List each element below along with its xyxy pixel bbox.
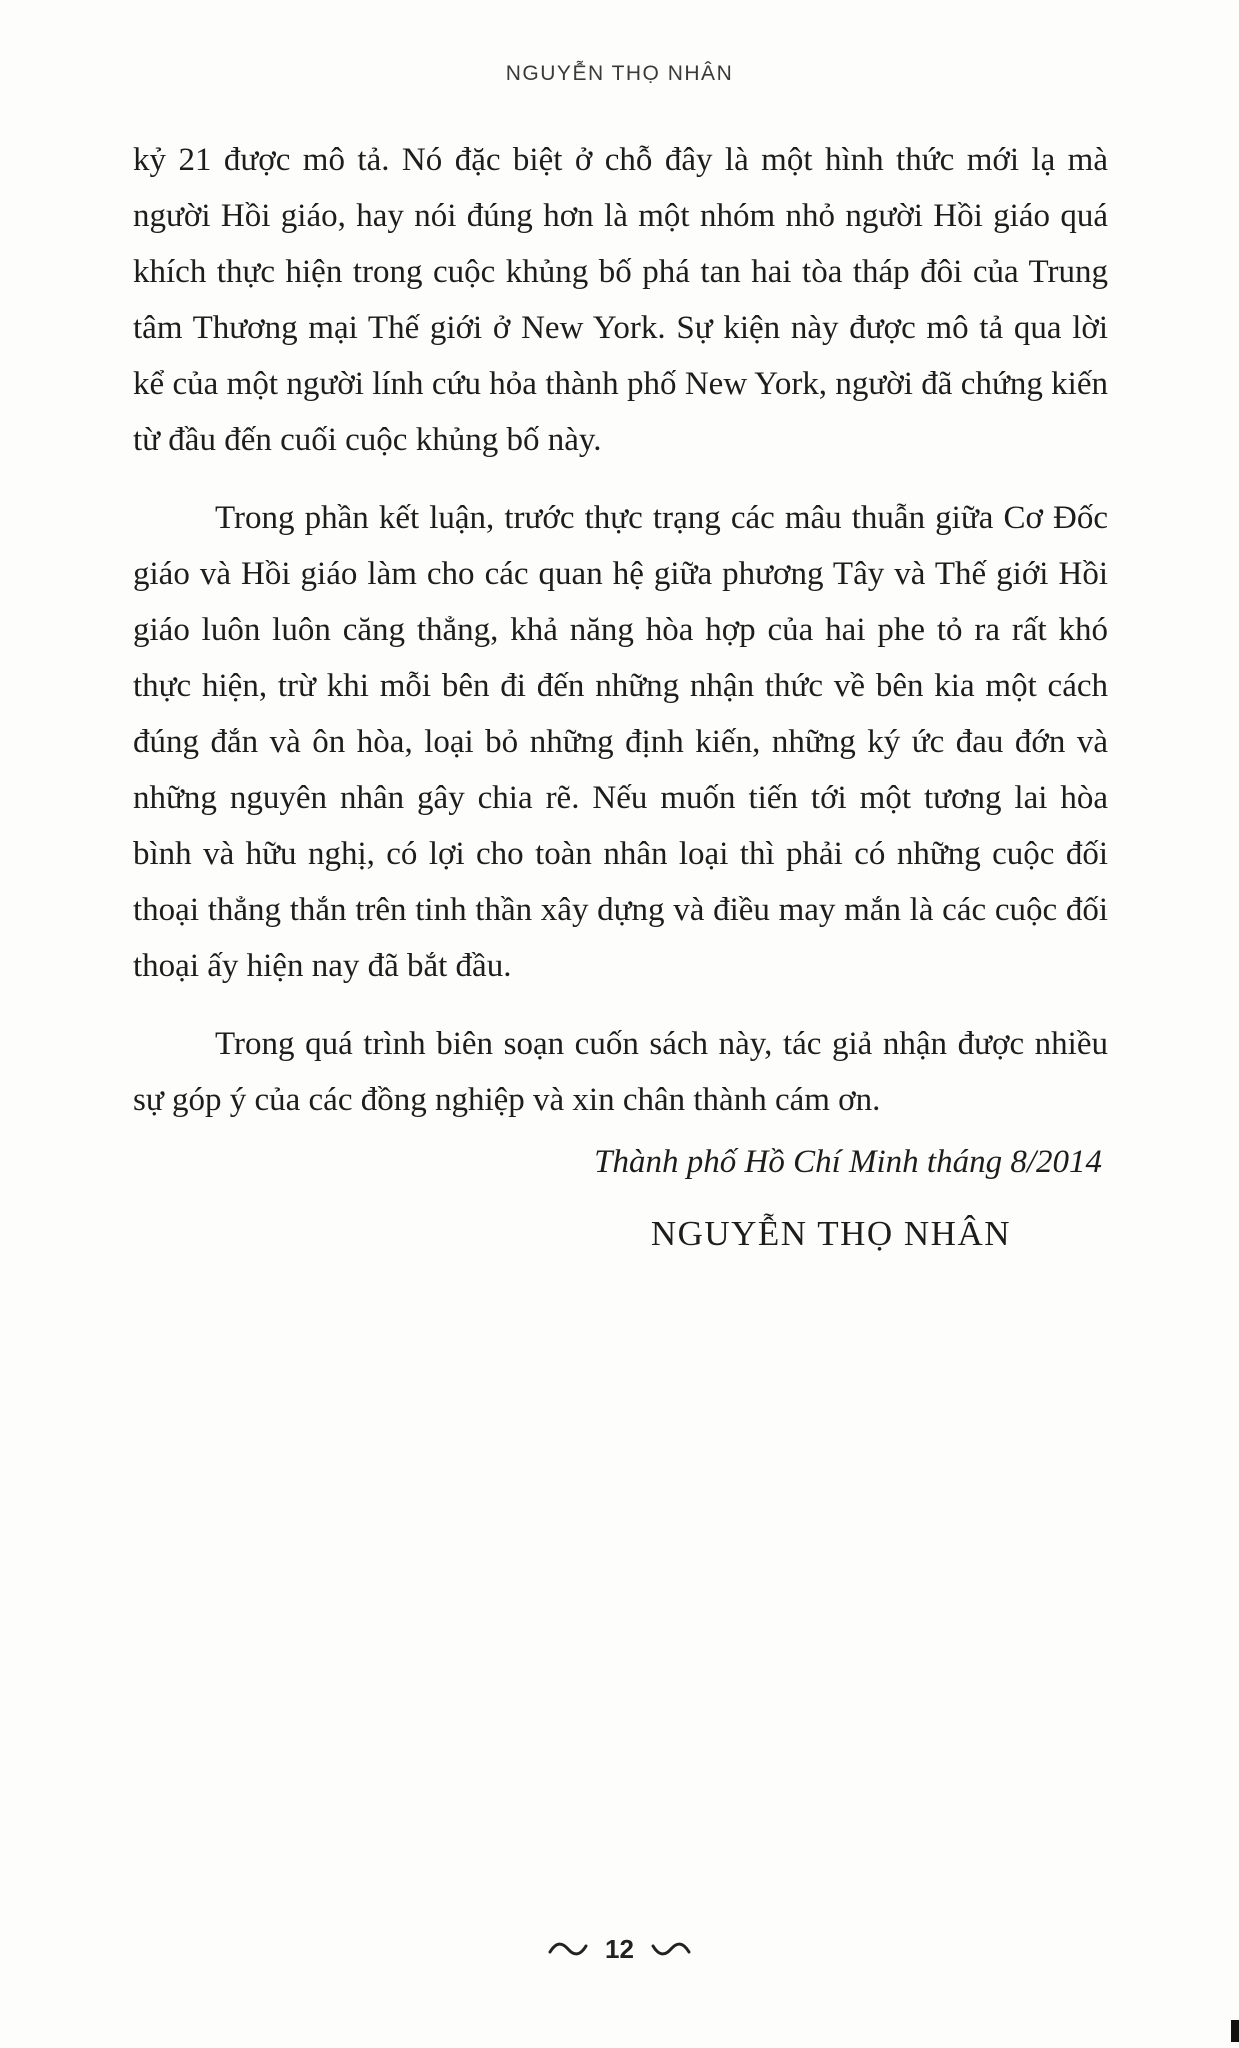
place-date-line: Thành phố Hồ Chí Minh tháng 8/2014: [594, 1144, 1102, 1180]
paragraph-conclusion: Trong phần kết luận, trước thực trạng các mâu thuẫn giữa Cơ Đốc giáo và Hồi giáo làm cho các quan hệ giữa phương Tây và Thế giới Hồi giáo luôn luôn căng thẳng, khả năng hòa hợp của hai phe tỏ ra rất khó thực hiện, trừ khi mỗi bên đi đến những nhận thức về bên kia một cách đúng đắn và ôn hòa, loại bỏ những định kiến, những ký ức đau đớn và những nguyên nhân gây chia rẽ. Nếu muốn tiến tới một tương lai hòa bình và hữu nghị, có lợi cho toàn nhân loại thì phải có những cuộc đối thoại thẳng thắn trên tinh thần xây dựng và điều may mắn là các cuộc đối thoại ấy hiện nay đã bắt đầu.: [133, 500, 1108, 984]
page-footer: [0, 1930, 1239, 1966]
page-number: 12: [605, 1934, 634, 1965]
author-signature: NGUYỄN THỌ NHÂN: [650, 1214, 1011, 1253]
page-edge-mark: [1231, 2020, 1239, 2042]
wave-ornament-icon: [548, 1940, 588, 1958]
body-text: [133, 132, 1108, 1128]
running-header: NGUYỄN THỌ NHÂN: [505, 62, 734, 85]
wave-ornament-icon: [651, 1940, 691, 1958]
paragraph-acknowledgement: Trong quá trình biên soạn cuốn sách này, tác giả nhận được nhiều sự góp ý của các đồng nghiệp và xin chân thành cám ơn.: [133, 1026, 1108, 1118]
paragraph-continued: kỷ 21 được mô tả. Nó đặc biệt ở chỗ đây là một hình thức mới lạ mà người Hồi giáo, hay nói đúng hơn là một nhóm nhỏ người Hồi giáo quá khích thực hiện trong cuộc khủng bố phá tan hai tòa tháp đôi của Trung tâm Thương mại Thế giới ở New York. Sự kiện này được mô tả qua lời kể của một người lính cứu hỏa thành phố New York, người đã chứng kiến từ đầu đến cuối cuộc khủng bố này.: [133, 142, 1108, 458]
